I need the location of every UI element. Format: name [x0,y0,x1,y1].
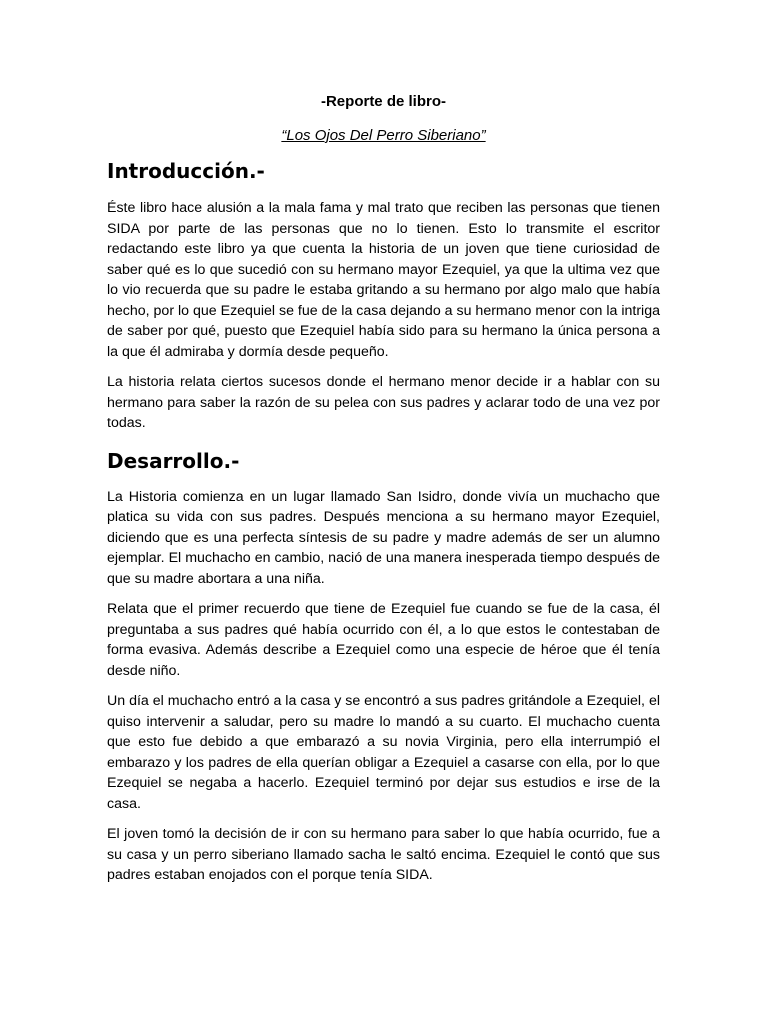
section-heading-introduccion: Introducción.- [107,159,265,183]
paragraph: Un día el muchacho entró a la casa y se encontró a sus padres gritándole a Ezequiel, el quiso intervenir a saludar, pero su madre lo mandó a su cuarto. El muchacho cuenta que esto fue debido a que embarazó a su novia Virginia, pero ella interrumpió el embarazo y los padres de ella querían obligar a Ezequiel a casarse con ella, por lo que Ezequiel se negaba a hacerlo. Ezequiel terminó por dejar sus estudios e irse de la casa. [107,693,660,812]
paragraph: Relata que el primer recuerdo que tiene de Ezequiel fue cuando se fue de la casa, él preguntaba a sus padres qué había ocurrido con él, a lo que estos le contestaban de forma evasiva. Además describe a Ezequiel como una especie de héroe que él tenía desde niño. [107,601,660,679]
section-heading-desarrollo: Desarrollo.- [107,448,240,473]
paragraph: La historia relata ciertos sucesos donde el hermano menor decide ir a hablar con su hermano para saber la razón de su pelea con sus padres y aclarar todo de una vez por todas. [107,374,660,431]
paragraph: Éste libro hace alusión a la mala fama y mal trato que reciben las personas que tienen SIDA por parte de las personas que no lo tienen. Esto lo transmite el escritor redactando este libro ya que cuenta la historia de un joven que tiene curiosidad de saber qué es lo que sucedió con su hermano mayor Ezequiel, ya que la ultima vez que lo vio recuerda que su padre le estaba gritando a su hermano por algo malo que había hecho, por lo que Ezequiel se fue de la casa dejando a su hermano menor con la intriga de saber por qué, puesto que Ezequiel había sido para su hermano la única persona a la que él admiraba y dormía desde pequeño. [107,200,660,360]
document-title: -Reporte de libro- [320,93,446,110]
paragraph: El joven tomó la decisión de ir con su hermano para saber lo que había ocurrido, fue a su casa y un perro siberiano llamado sacha le saltó encima. Ezequiel le contó que sus padres estaban enojados con el porque tenía SIDA. [107,826,660,883]
book-title: “Los Ojos Del Perro Siberiano” [281,127,486,144]
paragraph: La Historia comienza en un lugar llamado San Isidro, donde vivía un muchacho que platica su vida con sus padres. Después menciona a su hermano mayor Ezequiel, diciendo que es una perfecta síntesis de su padre y madre además de ser un alumno ejemplar. El muchacho en cambio, nació de una manera inesperada tiempo después de que su madre abortara a una niña. [107,488,660,587]
